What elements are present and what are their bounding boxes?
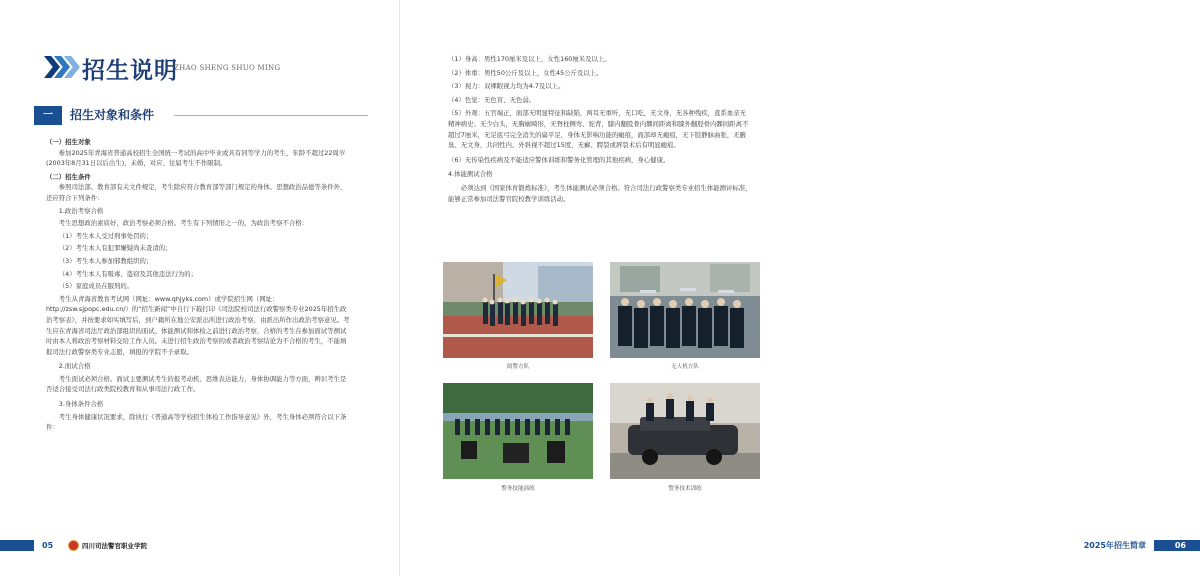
photo-caption: 阅警方队 [506,364,530,370]
left-body-text [46,137,350,433]
page-number-right: 06 [1174,541,1186,550]
subheading-conditions: （二）招生条件 [46,172,91,181]
paragraph: 3.身体条件合格 [58,400,104,409]
paragraph: 必须达到《国家体育锻炼标准》，考生体能测试必须合格。符合司法行政警察类专业招生体能测评标准，能够正常参加司法警官院校教学训练活动。 [448,183,752,203]
page-number-left: 05 [42,541,54,550]
footer-bar [0,540,34,551]
list-item: （6）无传染性疾病及不能适应警体训练和警务化管理的其他疾病，身心健康。 [448,155,670,164]
drone-squad-photo [610,262,760,358]
list-item: （4）色觉：无色盲、无色弱。 [448,95,536,104]
list-item: （3）视力：双裸眼视力均为4.7及以上。 [448,82,565,91]
paragraph: 考生思想政治素质好，政治考察必须合格。考生有下列情形之一的，为政治考察不合格： [58,219,309,228]
list-item: （1）考生本人受过刑事处罚的； [58,231,153,240]
police-vehicle-photo [610,383,760,479]
right-page [400,0,1186,576]
police-drill-photo [443,383,593,479]
list-item: （2）体重：男性50公斤及以上，女性45公斤及以上。 [448,68,603,77]
section-header [34,106,368,125]
brochure-title: 2025年招生简章 [1083,541,1146,550]
school-emblem-icon [68,540,79,551]
paragraph: 考生从青海省教育考试网（网址：www.qhjyks.com）或学院招生网（网址：http://zsw.sjpopc.edu.cn/）的“招生新闻”中自行下载打印《司法院校司法行政警察类专业2025年招生政治考察表》，并按要求如实填写后，到户籍所在地公安派出所进行政治考察，由派出所作出政治考察意见。考生应在青海省司法厅政治部组织的面试、体能测试和体检之前进行政治考察，合格的考生在参加面试等测试时由本人将政治考察材料交给工作人员。未进行招生政治考察的或者政治考察结论为不合格的考生，不能填报司法行政警察类专业志愿，填报的学院不予录取。 [46,294,350,356]
list-item: （5）外观：五官端正，面部无明显特征和缺陷，两耳无重听，无口吃，无文身，无各种残疾，直系血亲无精神病史；无少白头，无胸廓畸形，无脊柱侧弯、驼背，膝内翻股骨内髁间距离和膝外翻胫骨内髁间距离不超过7厘米，无足底弓完全消失的扁平足，身体无影响功能的瘢痕，面部却无瘢痕，无下肢静脉曲张，无腋臭、无文身，共同性内、外斜视不超过15度，无癣、腭裂或唇裂术后有明显瘢痕。 [448,109,749,150]
paragraph: 参加2025年青海省普通高校招生全国统一考试的高中毕业或具有同等学力的考生，年龄不超过22周岁(2003年8月31日以后出生)，未婚，对应、往届考生不作限制。 [46,148,346,168]
left-page [0,0,400,576]
marching-flag-photo [443,262,593,358]
list-item: （1）身高：男性170厘米及以上，女性160厘米及以上。 [448,55,611,63]
paragraph: 2.面试合格 [58,362,91,371]
paragraph: 参照司法部、教育部有关文件规定，考生除应符合教育部等部门规定的身体、思想政治品德等条件外，还应符合下列条件： [46,183,347,202]
list-item: （2）考生本人有犯罪嫌疑尚未查清的； [58,244,172,253]
footer-right [800,540,1200,551]
list-item: （5）家庭成员在服刑的。 [58,282,134,291]
paragraph: 考生身体健康状况要求，除执行《普通高等学校招生体检工作指导意见》外，考生身体必须符合以下条件： [46,412,347,432]
subheading-fitness: 4.体能测试合格 [448,170,493,179]
list-item: （3）考生本人参加邪教组织的； [58,256,153,265]
school-name: 四川司法警官职业学院 [82,542,147,550]
paragraph: 考生面试必须合格。面试主要测试考生的报考动机、思维表达能力、身体协调能力等方面，辨识考生是否适合接受司法行政类院校教育和从事司法行政工作。 [46,374,347,394]
section-divider [174,115,368,116]
subheading-target: （一）招生对象 [46,138,91,146]
right-body-text [448,54,752,207]
page-title-en: ZHAO SHENG SHUO MING [174,64,281,72]
photo-caption: 警务技术训练 [668,486,702,492]
photo-caption: 无人机方队 [671,364,699,370]
footer-left [0,540,400,551]
page-title: 招生说明 [82,58,178,84]
section-title: 招生对象和条件 [70,108,155,122]
paragraph: 1.政治考察合格 [58,206,104,215]
section-number: 一 [34,106,62,125]
list-item: （4）考生本人有吸毒、盗窃及其他违法行为的； [58,269,198,278]
photo-caption: 警务技能演练 [501,486,535,492]
